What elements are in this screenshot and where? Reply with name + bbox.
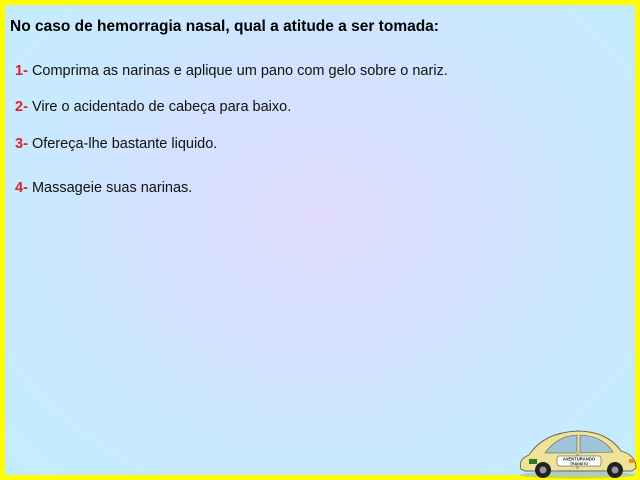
- option-text: Comprima as narinas e aplique um pano com gelo sobre o nariz.: [31, 63, 448, 79]
- option-text: Ofereça-lhe bastante liquido.: [31, 136, 218, 152]
- option-text: Massageie suas narinas.: [31, 180, 193, 196]
- option-number: 4-: [15, 180, 28, 196]
- option-number: 3-: [15, 136, 28, 152]
- door-label-line-2: TRÂNSITO: [569, 462, 589, 466]
- answer-option-2[interactable]: [15, 99, 291, 115]
- answer-option-4[interactable]: [15, 180, 192, 196]
- option-number: 1-: [15, 63, 28, 79]
- question-title: No caso de hemorragia nasal, qual a atitude a ser tomada:: [10, 18, 439, 35]
- answer-option-1[interactable]: [15, 63, 448, 79]
- answer-option-3[interactable]: [15, 136, 217, 152]
- option-number: 2-: [15, 99, 28, 115]
- door-label-line-1: AVENTURANDO: [562, 456, 596, 462]
- option-text: Vire o acidentado de cabeça para baixo.: [31, 99, 292, 115]
- car-icon: [515, 425, 640, 480]
